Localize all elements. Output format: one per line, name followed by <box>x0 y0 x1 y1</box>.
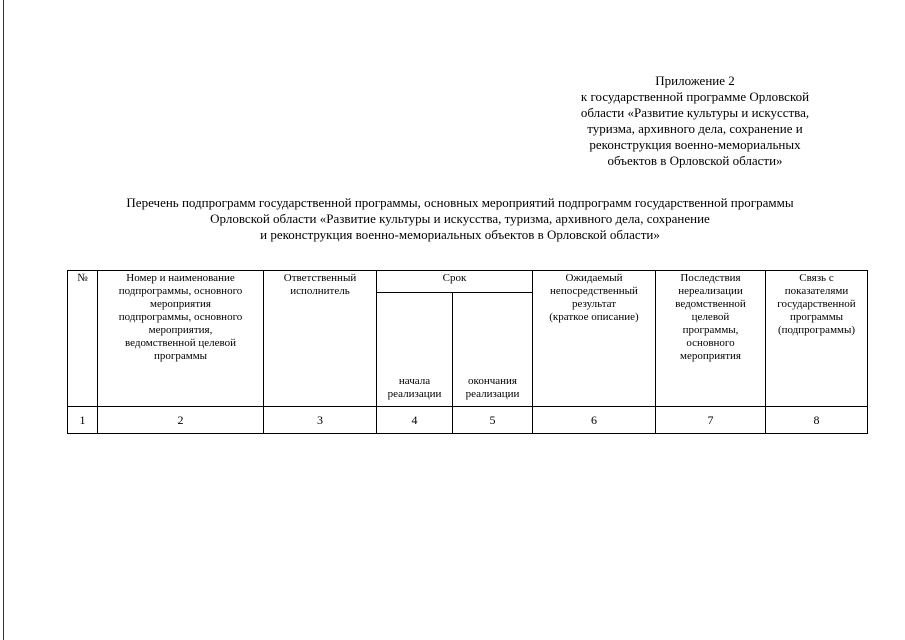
page-left-edge-line <box>3 0 4 640</box>
column-number-cell: 1 <box>68 407 98 434</box>
header-start: начала реализации <box>377 293 453 407</box>
document-title <box>60 195 860 243</box>
column-number-cell: 5 <box>453 407 533 434</box>
column-number-cell: 8 <box>766 407 868 434</box>
header-result: Ожидаемый непосредственный результат (краткое описание) <box>533 271 656 407</box>
header-term: Срок <box>377 271 533 293</box>
appendix-line: к государственной программе Орловской <box>580 89 810 104</box>
appendix-line: области «Развитие культуры и искусства, <box>580 105 810 120</box>
programs-table <box>67 270 868 434</box>
title-line: Орловской области «Развитие культуры и искусства, туризма, архивного дела, сохранение <box>210 211 710 226</box>
appendix-line: объектов в Орловской области» <box>607 153 783 168</box>
appendix-line: туризма, архивного дела, сохранение и <box>587 121 803 136</box>
appendix-header <box>545 73 845 169</box>
title-line: и реконструкция военно-мемориальных объектов в Орловской области» <box>260 227 660 242</box>
header-link: Связь с показателями государственной программы (подпрограммы) <box>766 271 868 407</box>
header-number: № <box>68 271 98 407</box>
appendix-line: реконструкция военно-мемориальных <box>589 137 801 152</box>
title-line: Перечень подпрограмм государственной программы, основных мероприятий подпрограмм государственной программы <box>126 195 794 210</box>
appendix-line: Приложение 2 <box>655 73 735 88</box>
column-number-cell: 6 <box>533 407 656 434</box>
column-number-cell: 3 <box>264 407 377 434</box>
header-end: окончания реализации <box>453 293 533 407</box>
column-number-cell: 7 <box>656 407 766 434</box>
header-executor: Ответственный исполнитель <box>264 271 377 407</box>
header-name: Номер и наименование подпрограммы, основного мероприятия подпрограммы, основного мероприятия, ведомственной целевой программы <box>98 271 264 407</box>
table-row <box>68 407 868 434</box>
header-consequences: Последствия нереализации ведомственной целевой программы, основного мероприятия <box>656 271 766 407</box>
column-number-cell: 2 <box>98 407 264 434</box>
column-number-cell: 4 <box>377 407 453 434</box>
